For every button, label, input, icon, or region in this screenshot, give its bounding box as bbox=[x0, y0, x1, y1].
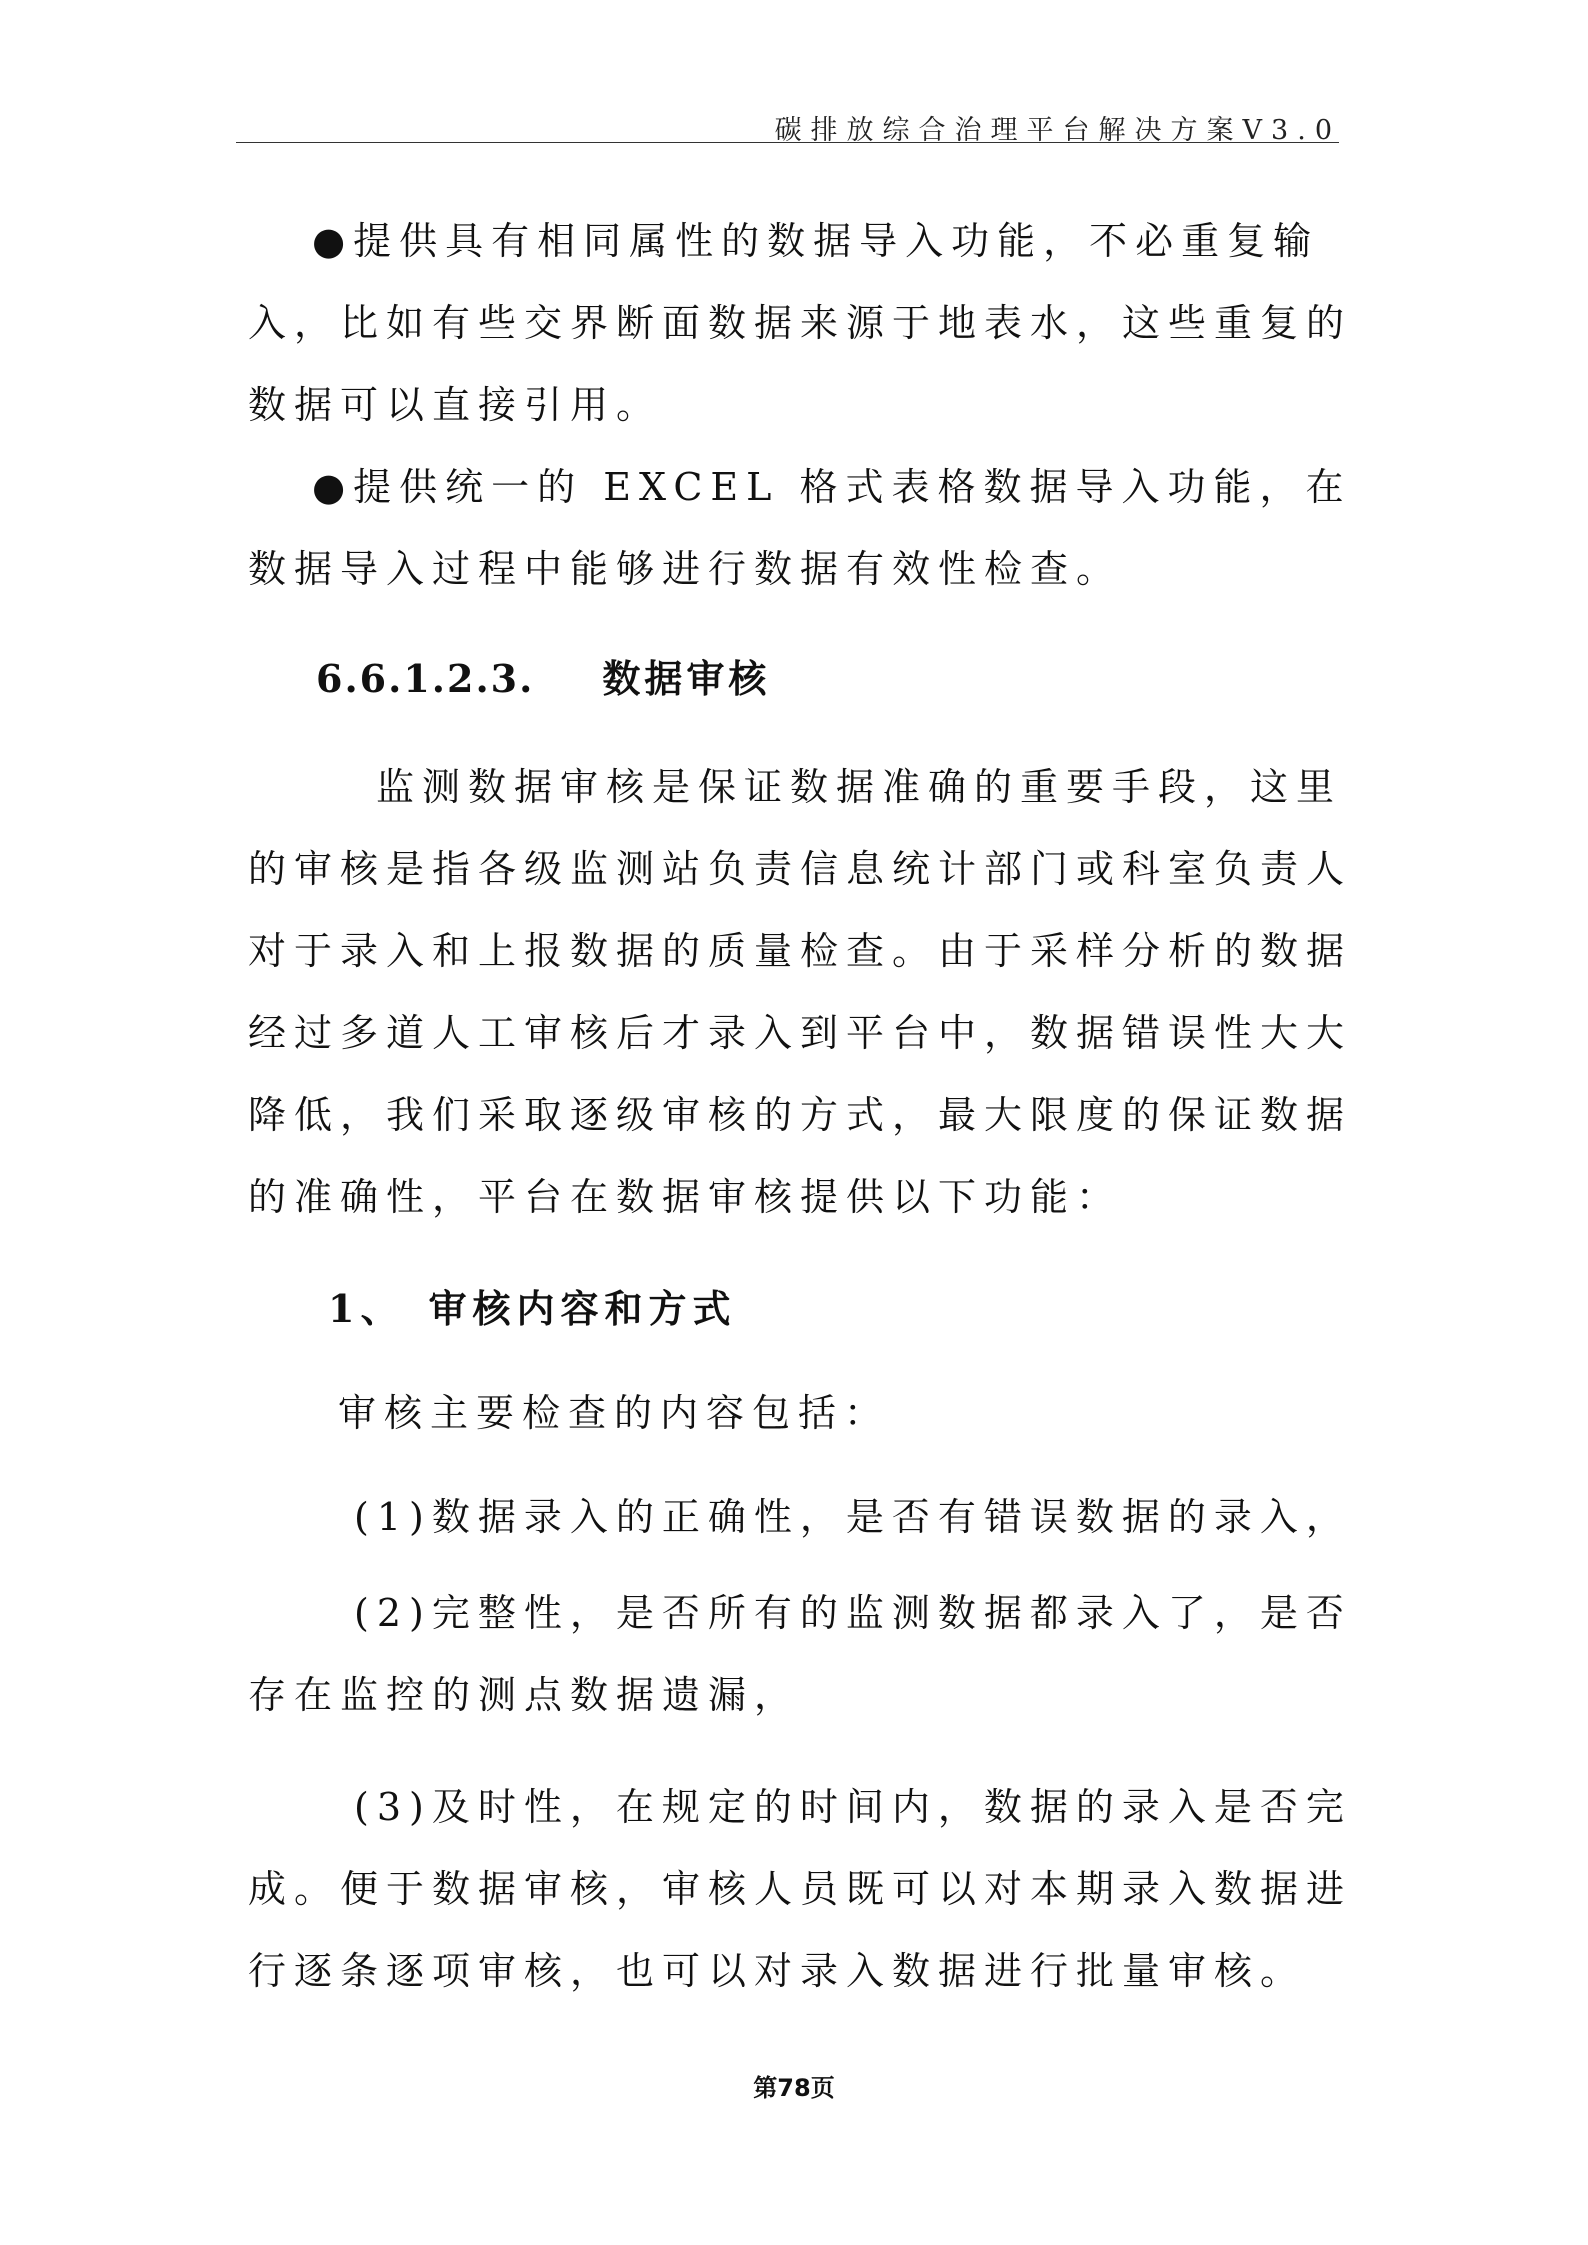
subsection-title: 审核内容和方式 bbox=[428, 1286, 737, 1331]
section-number: 6.6.1.2.3. bbox=[316, 656, 535, 701]
subsection-heading bbox=[328, 1278, 736, 1333]
check-item-1: (1)数据录入的正确性，是否有错误数据的录入， bbox=[354, 1495, 1352, 1539]
section-heading bbox=[316, 648, 770, 703]
page-number: 第78页 bbox=[753, 2074, 835, 2102]
section-title: 数据审核 bbox=[602, 656, 771, 701]
intro-paragraph: 监测数据审核是保证数据准确的重要手段，这里的审核是指各级监测站负责信息统计部门或科室负责人对于录入和上报数据的质量检查。由于采样分析的数据经过多道人工审核后才录入到平台中，数据错误性大大降低，我们采取逐级审核的方式，最大限度的保证数据的准确性，平台在数据审核提供以下功能： bbox=[248, 765, 1353, 1219]
check-item-2: (2)完整性，是否所有的监测数据都录入了，是否存在监控的测点数据遗漏， bbox=[248, 1591, 1352, 1717]
check-intro-line: 审核主要检查的内容包括： bbox=[338, 1391, 891, 1435]
bullet-paragraph-excel-import: ●提供统一的 EXCEL 格式表格数据导入功能，在数据导入过程中能够进行数据有效性检查。 bbox=[248, 465, 1352, 591]
bullet-paragraph-import-reuse: ●提供具有相同属性的数据导入功能，不必重复输入，比如有些交界断面数据来源于地表水，这些重复的数据可以直接引用。 bbox=[248, 219, 1353, 427]
running-header: 碳排放综合治理平台解决方案V3.0 bbox=[774, 115, 1341, 146]
header-rule bbox=[236, 142, 1339, 143]
subsection-number: 1、 bbox=[328, 1286, 405, 1331]
check-item-3: (3)及时性，在规定的时间内，数据的录入是否完成。便于数据审核，审核人员既可以对本期录入数据进行逐条逐项审核，也可以对录入数据进行批量审核。 bbox=[248, 1785, 1353, 1993]
